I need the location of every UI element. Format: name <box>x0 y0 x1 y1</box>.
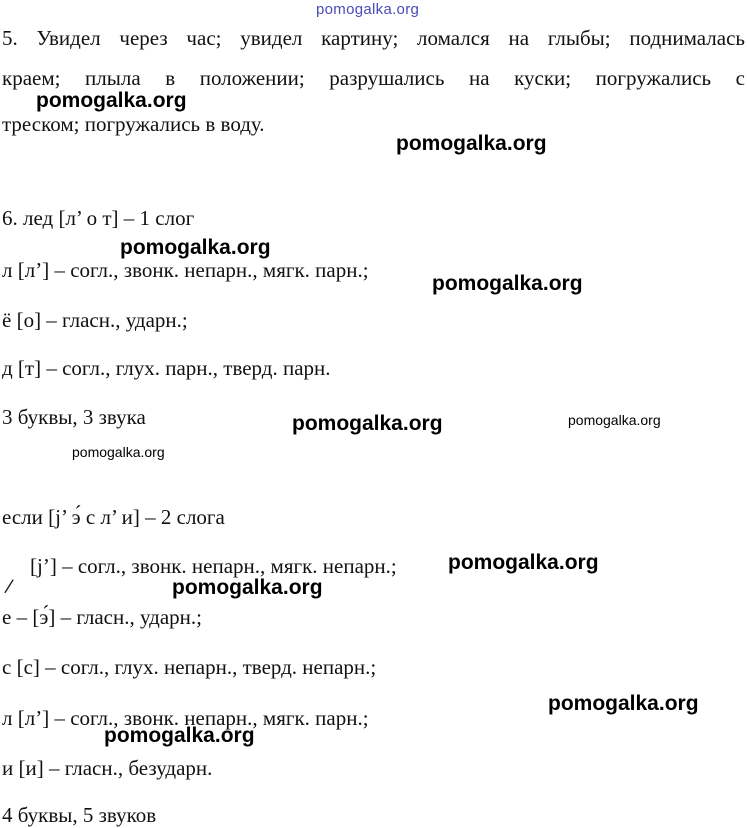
watermark-small: pomogalka.org <box>72 444 165 460</box>
pen-mark-icon: / <box>3 575 15 598</box>
task6-word2-sound-2: е – [э́] – гласн., ударн.; <box>2 605 202 629</box>
task6-word1-sound-1: л [л’] – согл., звонк. непарн., мягк. парн.; <box>2 258 369 282</box>
watermark: pomogalka.org <box>120 236 271 259</box>
watermark-top: pomogalka.org <box>316 1 420 18</box>
task6-word1-sound-2: ё [о] – гласн., ударн.; <box>2 308 188 332</box>
task6-word1-sound-3: д [т] – согл., глух. парн., тверд. парн. <box>2 356 331 380</box>
task5-line-1: 5. Увидел через час; увидел картину; ломался на глыбы; поднималась <box>2 26 745 50</box>
watermark: pomogalka.org <box>36 89 187 112</box>
task6-word1-summary: 3 буквы, 3 звука <box>2 405 146 429</box>
watermark-small: pomogalka.org <box>568 412 661 428</box>
watermark: pomogalka.org <box>292 412 443 435</box>
watermark: pomogalka.org <box>104 724 255 747</box>
task6-word2-summary: 4 буквы, 5 звуков <box>2 803 157 827</box>
task5-line-3: треском; погружались в воду. <box>2 112 265 136</box>
watermark: pomogalka.org <box>396 132 547 155</box>
task5-line-2: краем; плыла в положении; разрушались на куски; погружались с <box>2 66 745 90</box>
task6-word2-sound-4: л [л’] – согл., звонк. непарн., мягк. парн.; <box>2 706 369 730</box>
task6-word2-sound-3: с [с] – согл., глух. непарн., тверд. непарн.; <box>2 655 377 679</box>
watermark: pomogalka.org <box>432 272 583 295</box>
task6-word2-sound-5: и [и] – гласн., безударн. <box>2 756 213 780</box>
task6-word2-header: если [j’ э́ с л’ и] – 2 слога <box>2 505 225 529</box>
watermark: pomogalka.org <box>172 576 323 599</box>
watermark: pomogalka.org <box>448 551 599 574</box>
task6-word1-header: 6. лед [л’ о т] – 1 слог <box>2 206 195 230</box>
task6-word2-sound-1: [j’] – согл., звонк. непарн., мягк. непарн.; <box>30 554 397 578</box>
watermark: pomogalka.org <box>548 692 699 715</box>
